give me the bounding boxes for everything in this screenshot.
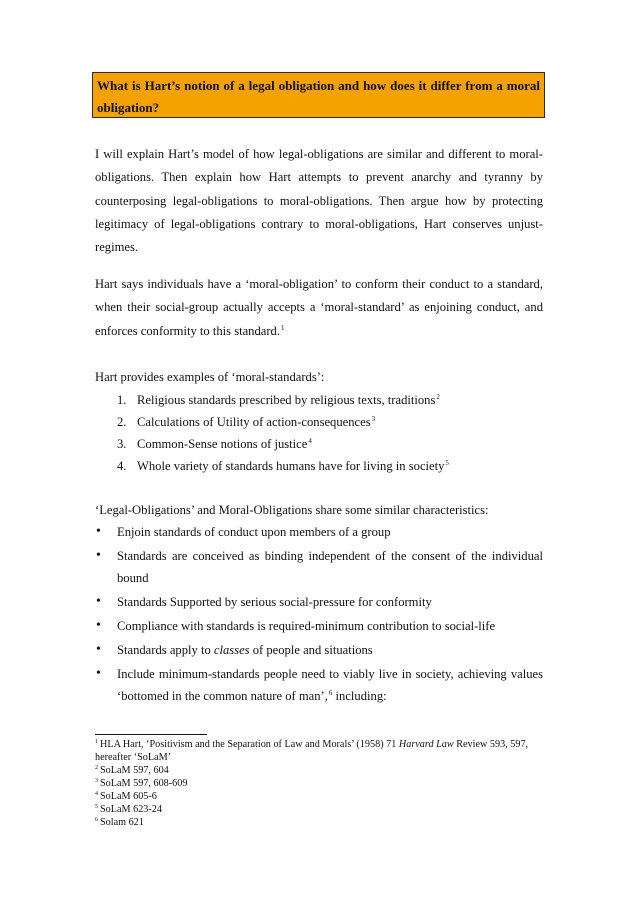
list-item <box>95 615 543 637</box>
bullet-icon: • <box>96 594 101 609</box>
list-item <box>95 639 543 661</box>
list-item <box>95 591 543 613</box>
characteristics-list <box>95 521 543 709</box>
moral-standards-list <box>95 389 543 477</box>
list-item-text: Calculations of Utility of action-consequences <box>137 415 371 429</box>
list-item <box>95 411 543 433</box>
footnote <box>95 738 545 764</box>
list-item <box>95 521 543 543</box>
footnote-number: 1 <box>95 739 98 745</box>
bullet-icon: • <box>96 548 101 563</box>
list-item-text: Standards are conceived as binding independent of the consent of the individual bound <box>117 549 543 585</box>
footnote-ref: 1 <box>281 323 285 332</box>
list-number: 1. <box>117 393 127 407</box>
footnote-number: 5 <box>95 804 98 810</box>
footnote-ref: 6 <box>328 689 333 697</box>
bullet-icon: • <box>96 524 101 539</box>
footnote <box>95 790 545 803</box>
intro-paragraph: I will explain Hart’s model of how legal-obligations are similar and different to moral-obligations. Then explain how Hart attempts to prevent anarchy and tyranny by counterposing legal-obligations to moral-obligations. Then argue how by protecting legitimacy of legal-obligations contrary to moral-obligations, Hart conserves unjust-regimes. <box>95 147 543 255</box>
list-number: 2. <box>117 415 127 429</box>
footnote <box>95 816 545 829</box>
list-item-text: Enjoin standards of conduct upon members of a group <box>117 525 391 539</box>
footnote <box>95 764 545 777</box>
footnote-ref: 2 <box>436 393 440 401</box>
list-item <box>95 433 543 455</box>
list-number: 4. <box>117 459 127 473</box>
bullet-icon: • <box>96 642 101 657</box>
footnote <box>95 803 545 816</box>
list-item-text: Religious standards prescribed by religious texts, traditions <box>137 393 436 407</box>
footnote-text: Review 593, 597, hereafter ‘SoLaM’ <box>95 739 529 763</box>
list-item-text: Common-Sense notions of justice <box>137 437 308 451</box>
list-item-text: Standards apply to <box>117 643 214 657</box>
footnote <box>95 777 545 790</box>
footnote-ref: 5 <box>445 459 449 467</box>
footnote-text: SoLaM 597, 608-609 <box>100 778 188 789</box>
footnotes <box>95 738 545 829</box>
list-item-text: Include minimum-standards people need to viably live in society, achieving values ‘bottomed in the common nature of man’, <box>117 667 543 703</box>
list-item <box>95 389 543 411</box>
list-number: 3. <box>117 437 127 451</box>
footnote-text: Solam 621 <box>100 817 144 828</box>
footnote-text: HLA Hart, ‘Positivism and the Separation of Law and Morals’ (1958) 71 <box>100 739 399 750</box>
footnote-number: 4 <box>95 791 98 797</box>
examples-intro: Hart provides examples of ‘moral-standards’: <box>95 370 325 384</box>
footnote-separator <box>95 734 207 735</box>
footnote-text: SoLaM 623-24 <box>100 804 162 815</box>
moral-obligation-paragraph <box>95 273 543 343</box>
footnote-number: 6 <box>95 817 98 823</box>
list-item <box>95 455 543 477</box>
footnote-ref: 4 <box>308 437 312 445</box>
list-item-text: including: <box>332 689 387 703</box>
bullet-icon: • <box>96 666 101 681</box>
bullet-icon: • <box>96 618 101 633</box>
list-item <box>95 663 543 707</box>
emphasis-text: classes <box>213 643 250 657</box>
footnote-number: 2 <box>95 765 98 771</box>
question-heading: What is Hart’s notion of a legal obligation and how does it differ from a moral obligation? <box>92 72 545 118</box>
list-item-text: Whole variety of standards humans have for living in society <box>137 459 445 473</box>
journal-title: Harvard Law <box>398 739 454 750</box>
footnote-ref: 3 <box>371 415 376 423</box>
list-item-text: of people and situations <box>249 643 373 657</box>
footnote-text: SoLaM 597, 604 <box>100 765 169 776</box>
paragraph-text: Hart says individuals have a ‘moral-obligation’ to conform their conduct to a standard, when their social-group actually accepts a ‘moral-standard’ as enjoining conduct, and enforces conformity to this standard. <box>95 277 543 338</box>
list-item-text: Standards Supported by serious social-pressure for conformity <box>117 595 432 609</box>
list-item <box>95 545 543 589</box>
footnote-number: 3 <box>95 778 98 784</box>
shared-characteristics-intro: ‘Legal-Obligations’ and Moral-Obligations share some similar characteristics: <box>95 503 489 517</box>
list-item-text: Compliance with standards is required-minimum contribution to social-life <box>117 619 496 633</box>
footnote-text: SoLaM 605-6 <box>100 791 157 802</box>
